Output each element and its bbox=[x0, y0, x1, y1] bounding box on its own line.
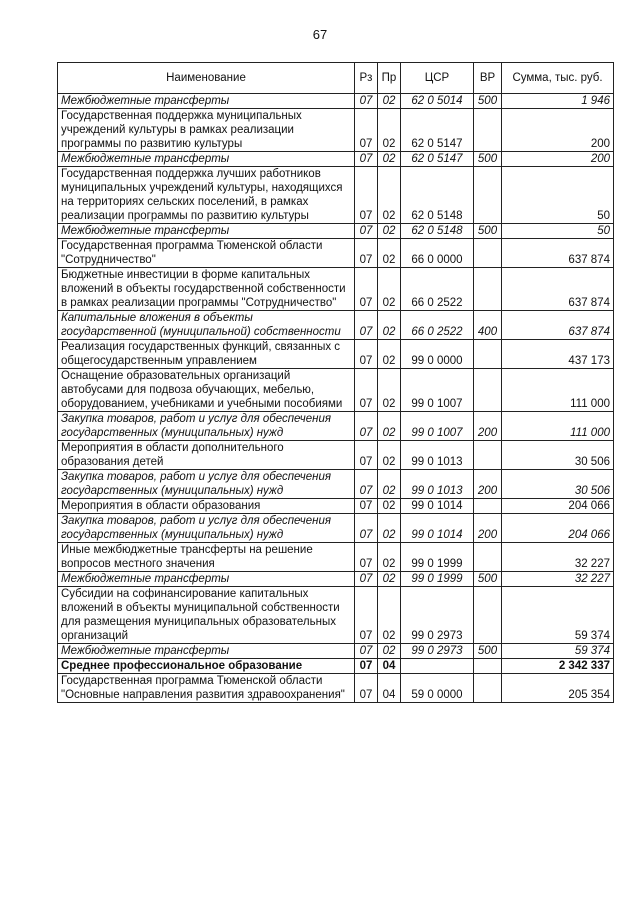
table-row bbox=[58, 441, 614, 470]
cell-vr: 500 bbox=[474, 572, 502, 587]
cell-name: Среднее профессиональное образование bbox=[58, 659, 355, 674]
cell-sum: 204 066 bbox=[502, 514, 614, 543]
cell-sum: 50 bbox=[502, 224, 614, 239]
table-row bbox=[58, 572, 614, 587]
cell-name: Капитальные вложения в объекты государственной (муниципальной) собственности bbox=[58, 311, 355, 340]
cell-vr: 400 bbox=[474, 311, 502, 340]
cell-name: Мероприятия в области образования bbox=[58, 499, 355, 514]
page-number: 67 bbox=[312, 27, 328, 42]
cell-csr: 99 0 1014 bbox=[401, 499, 474, 514]
table-row bbox=[58, 268, 614, 311]
header-csr: ЦСР bbox=[401, 63, 474, 94]
cell-csr: 99 0 1999 bbox=[401, 543, 474, 572]
cell-csr: 99 0 1007 bbox=[401, 412, 474, 441]
cell-rz: 07 bbox=[355, 94, 378, 109]
header-name: Наименование bbox=[58, 63, 355, 94]
header-pr: Пр bbox=[378, 63, 401, 94]
cell-name: Государственная поддержка лучших работников муниципальных учреждений культуры, находящихся на территориях сельских поселений, в рамках реализации программы по развитию культуры bbox=[58, 167, 355, 224]
cell-sum: 32 227 bbox=[502, 572, 614, 587]
cell-vr: 200 bbox=[474, 470, 502, 499]
table-row bbox=[58, 340, 614, 369]
cell-sum: 200 bbox=[502, 152, 614, 167]
table-row bbox=[58, 239, 614, 268]
header-rz: Рз bbox=[355, 63, 378, 94]
table-row bbox=[58, 224, 614, 239]
cell-rz: 07 bbox=[355, 499, 378, 514]
cell-csr: 66 0 2522 bbox=[401, 268, 474, 311]
cell-name: Иные межбюджетные трансферты на решение вопросов местного значения bbox=[58, 543, 355, 572]
cell-name: Межбюджетные трансферты bbox=[58, 152, 355, 167]
cell-rz: 07 bbox=[355, 109, 378, 152]
cell-vr bbox=[474, 587, 502, 644]
header-vr: ВР bbox=[474, 63, 502, 94]
cell-pr: 02 bbox=[378, 152, 401, 167]
cell-pr: 02 bbox=[378, 514, 401, 543]
cell-csr: 59 0 0000 bbox=[401, 674, 474, 703]
cell-vr bbox=[474, 543, 502, 572]
cell-vr bbox=[474, 659, 502, 674]
table-row bbox=[58, 587, 614, 644]
cell-pr: 02 bbox=[378, 412, 401, 441]
cell-vr bbox=[474, 340, 502, 369]
cell-pr: 02 bbox=[378, 340, 401, 369]
cell-sum: 205 354 bbox=[502, 674, 614, 703]
cell-vr bbox=[474, 268, 502, 311]
cell-sum: 2 342 337 bbox=[502, 659, 614, 674]
cell-pr: 02 bbox=[378, 268, 401, 311]
cell-csr: 62 0 5147 bbox=[401, 109, 474, 152]
cell-sum: 200 bbox=[502, 109, 614, 152]
cell-pr: 02 bbox=[378, 109, 401, 152]
cell-vr bbox=[474, 239, 502, 268]
cell-rz: 07 bbox=[355, 644, 378, 659]
cell-sum: 1 946 bbox=[502, 94, 614, 109]
table-row bbox=[58, 674, 614, 703]
cell-vr bbox=[474, 499, 502, 514]
cell-pr: 04 bbox=[378, 659, 401, 674]
cell-sum: 637 874 bbox=[502, 239, 614, 268]
cell-rz: 07 bbox=[355, 268, 378, 311]
table-row bbox=[58, 499, 614, 514]
cell-name: Межбюджетные трансферты bbox=[58, 644, 355, 659]
cell-sum: 59 374 bbox=[502, 587, 614, 644]
cell-csr: 62 0 5148 bbox=[401, 224, 474, 239]
cell-csr: 66 0 2522 bbox=[401, 311, 474, 340]
cell-sum: 30 506 bbox=[502, 470, 614, 499]
cell-csr: 62 0 5148 bbox=[401, 167, 474, 224]
cell-vr bbox=[474, 674, 502, 703]
cell-vr: 500 bbox=[474, 94, 502, 109]
cell-pr: 02 bbox=[378, 587, 401, 644]
cell-rz: 07 bbox=[355, 224, 378, 239]
table-row bbox=[58, 659, 614, 674]
cell-vr bbox=[474, 109, 502, 152]
cell-rz: 07 bbox=[355, 369, 378, 412]
cell-csr: 99 0 1013 bbox=[401, 441, 474, 470]
cell-vr: 500 bbox=[474, 152, 502, 167]
cell-csr: 99 0 1007 bbox=[401, 369, 474, 412]
cell-rz: 07 bbox=[355, 152, 378, 167]
cell-vr: 200 bbox=[474, 514, 502, 543]
cell-csr bbox=[401, 659, 474, 674]
table-row bbox=[58, 369, 614, 412]
cell-name: Оснащение образовательных организаций автобусами для подвоза обучающих, мебелью, оборудованием, учебниками и учебными пособиями bbox=[58, 369, 355, 412]
cell-name: Межбюджетные трансферты bbox=[58, 94, 355, 109]
cell-pr: 02 bbox=[378, 224, 401, 239]
cell-rz: 07 bbox=[355, 412, 378, 441]
cell-csr: 99 0 1014 bbox=[401, 514, 474, 543]
cell-pr: 04 bbox=[378, 674, 401, 703]
cell-name: Межбюджетные трансферты bbox=[58, 572, 355, 587]
cell-name: Государственная программа Тюменской области "Сотрудничество" bbox=[58, 239, 355, 268]
cell-rz: 07 bbox=[355, 659, 378, 674]
cell-name: Государственная программа Тюменской области "Основные направления развития здравоохранения" bbox=[58, 674, 355, 703]
cell-name: Закупка товаров, работ и услуг для обеспечения государственных (муниципальных) нужд bbox=[58, 470, 355, 499]
cell-rz: 07 bbox=[355, 441, 378, 470]
cell-csr: 99 0 1013 bbox=[401, 470, 474, 499]
table-header-row bbox=[58, 63, 614, 94]
table-row bbox=[58, 311, 614, 340]
cell-vr: 500 bbox=[474, 644, 502, 659]
cell-name: Межбюджетные трансферты bbox=[58, 224, 355, 239]
cell-name: Закупка товаров, работ и услуг для обеспечения государственных (муниципальных) нужд bbox=[58, 514, 355, 543]
cell-sum: 637 874 bbox=[502, 268, 614, 311]
cell-csr: 62 0 5014 bbox=[401, 94, 474, 109]
table-row bbox=[58, 543, 614, 572]
cell-pr: 02 bbox=[378, 543, 401, 572]
cell-pr: 02 bbox=[378, 369, 401, 412]
cell-rz: 07 bbox=[355, 311, 378, 340]
cell-name: Бюджетные инвестиции в форме капитальных вложений в объекты государственной собственности в рамках реализации программы "Сотрудничество" bbox=[58, 268, 355, 311]
cell-name: Реализация государственных функций, связанных с общегосударственным управлением bbox=[58, 340, 355, 369]
table-row bbox=[58, 514, 614, 543]
cell-sum: 30 506 bbox=[502, 441, 614, 470]
cell-sum: 59 374 bbox=[502, 644, 614, 659]
table-row bbox=[58, 94, 614, 109]
cell-pr: 02 bbox=[378, 499, 401, 514]
cell-name: Субсидии на софинансирование капитальных вложений в объекты муниципальной собственности для размещения муниципальных образовательных организаций bbox=[58, 587, 355, 644]
cell-sum: 32 227 bbox=[502, 543, 614, 572]
table-row bbox=[58, 644, 614, 659]
cell-pr: 02 bbox=[378, 572, 401, 587]
cell-rz: 07 bbox=[355, 543, 378, 572]
cell-csr: 66 0 0000 bbox=[401, 239, 474, 268]
cell-sum: 637 874 bbox=[502, 311, 614, 340]
cell-csr: 62 0 5147 bbox=[401, 152, 474, 167]
header-sum: Сумма, тыс. руб. bbox=[502, 63, 614, 94]
table-row bbox=[58, 412, 614, 441]
table-row bbox=[58, 152, 614, 167]
cell-vr bbox=[474, 441, 502, 470]
cell-pr: 02 bbox=[378, 470, 401, 499]
cell-sum: 111 000 bbox=[502, 369, 614, 412]
cell-rz: 07 bbox=[355, 340, 378, 369]
cell-rz: 07 bbox=[355, 239, 378, 268]
cell-vr bbox=[474, 167, 502, 224]
cell-name: Закупка товаров, работ и услуг для обеспечения государственных (муниципальных) нужд bbox=[58, 412, 355, 441]
cell-name: Государственная поддержка муниципальных учреждений культуры в рамках реализации программы по развитию культуры bbox=[58, 109, 355, 152]
cell-rz: 07 bbox=[355, 674, 378, 703]
cell-rz: 07 bbox=[355, 514, 378, 543]
cell-csr: 99 0 2973 bbox=[401, 587, 474, 644]
cell-pr: 02 bbox=[378, 644, 401, 659]
cell-sum: 50 bbox=[502, 167, 614, 224]
cell-vr: 200 bbox=[474, 412, 502, 441]
cell-csr: 99 0 2973 bbox=[401, 644, 474, 659]
cell-csr: 99 0 1999 bbox=[401, 572, 474, 587]
cell-sum: 111 000 bbox=[502, 412, 614, 441]
cell-pr: 02 bbox=[378, 94, 401, 109]
cell-vr bbox=[474, 369, 502, 412]
cell-pr: 02 bbox=[378, 311, 401, 340]
cell-rz: 07 bbox=[355, 572, 378, 587]
budget-table bbox=[57, 62, 614, 703]
cell-pr: 02 bbox=[378, 441, 401, 470]
cell-rz: 07 bbox=[355, 167, 378, 224]
cell-rz: 07 bbox=[355, 470, 378, 499]
cell-sum: 204 066 bbox=[502, 499, 614, 514]
table-row bbox=[58, 470, 614, 499]
cell-rz: 07 bbox=[355, 587, 378, 644]
cell-sum: 437 173 bbox=[502, 340, 614, 369]
cell-vr: 500 bbox=[474, 224, 502, 239]
cell-pr: 02 bbox=[378, 239, 401, 268]
cell-name: Мероприятия в области дополнительного образования детей bbox=[58, 441, 355, 470]
table-row bbox=[58, 167, 614, 224]
table-row bbox=[58, 109, 614, 152]
cell-pr: 02 bbox=[378, 167, 401, 224]
cell-csr: 99 0 0000 bbox=[401, 340, 474, 369]
